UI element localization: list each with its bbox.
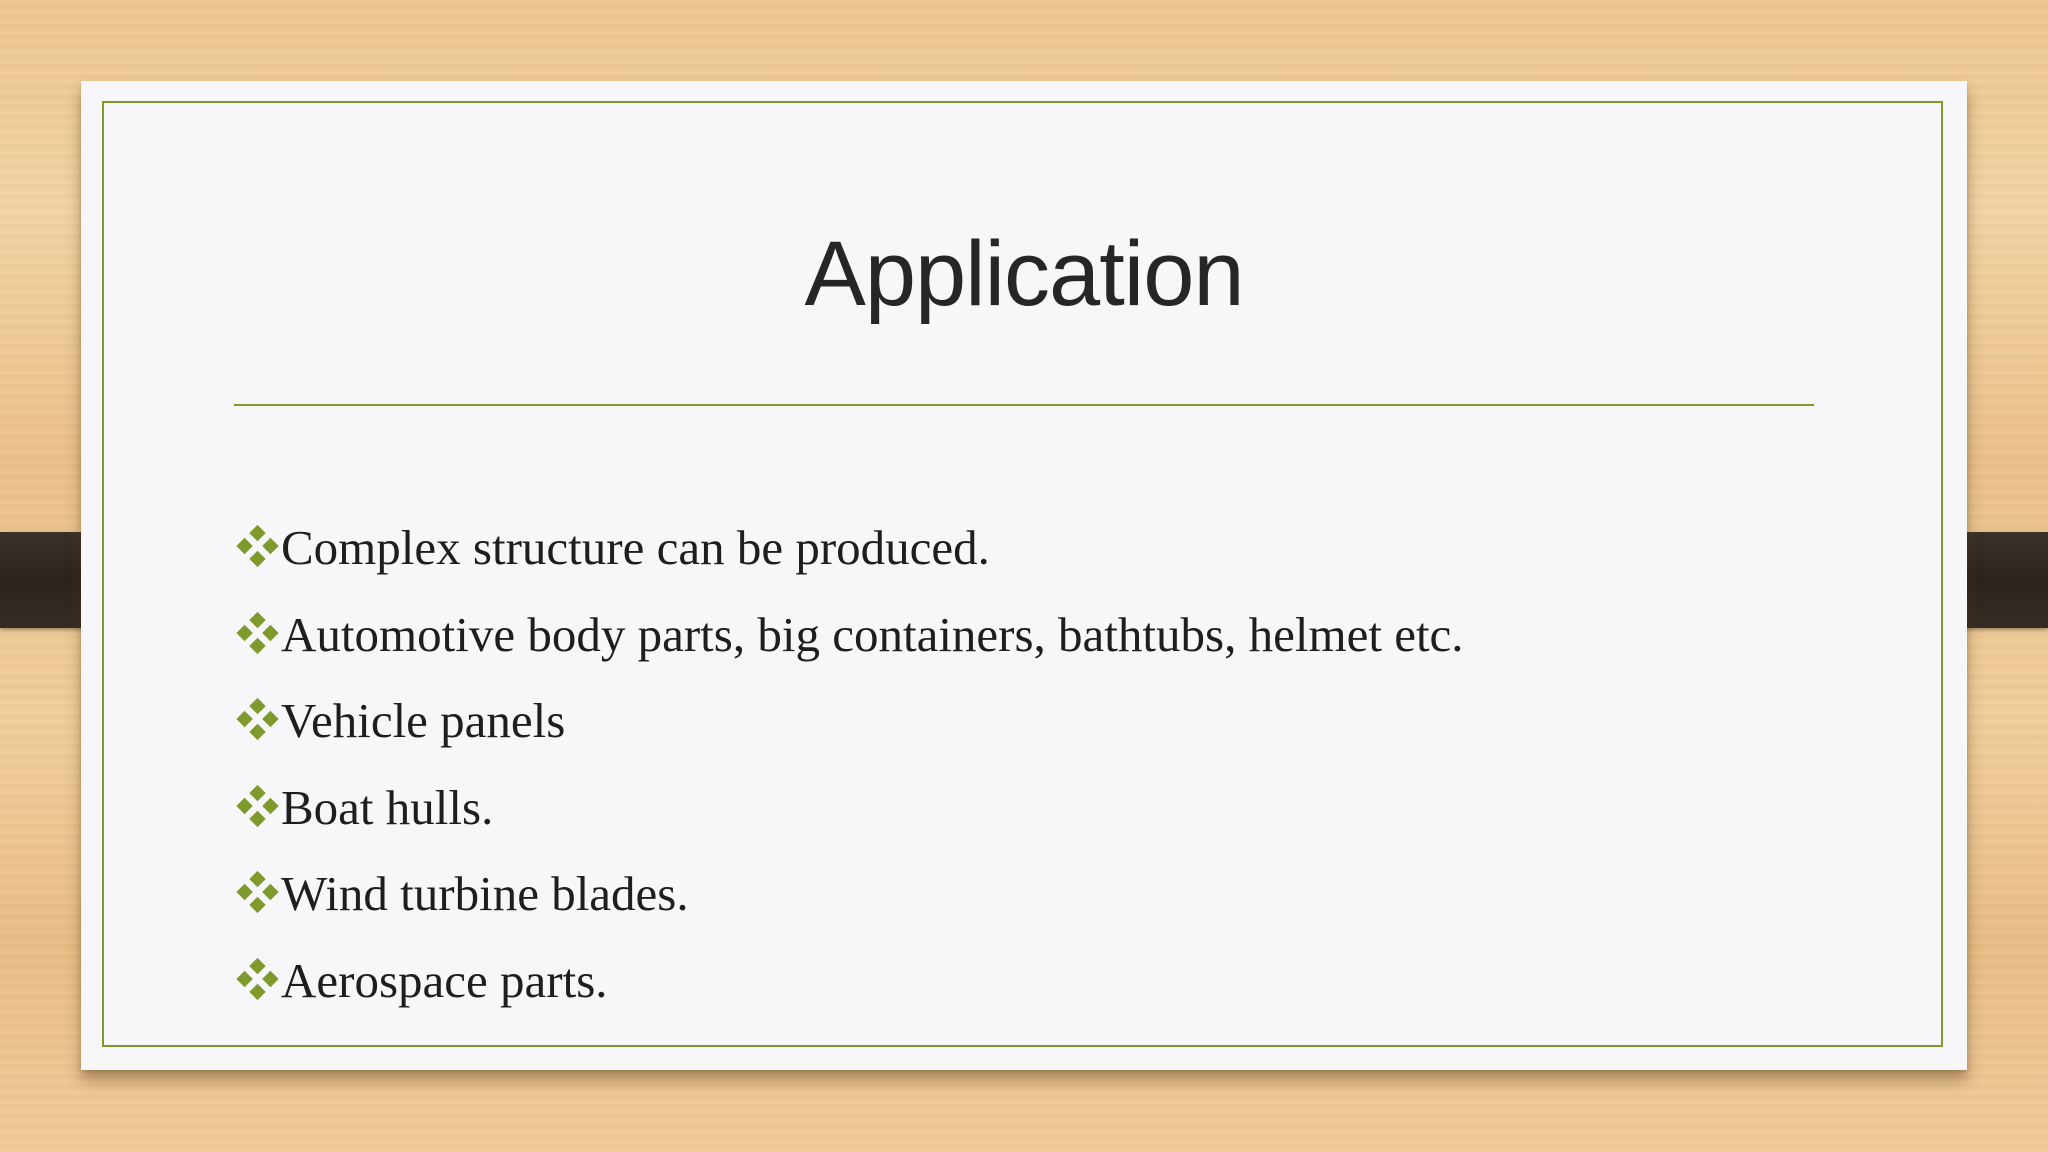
bullet-text: Wind turbine blades. [281, 866, 689, 921]
four-diamond-bullet-icon [234, 954, 281, 1004]
slide-title: Application [804, 223, 1244, 325]
list-item [234, 859, 1464, 946]
four-diamond-bullet-icon [234, 608, 281, 658]
bullet-text: Boat hulls. [281, 779, 494, 835]
four-diamond-bullet-icon [234, 694, 281, 744]
four-diamond-bullet-icon [234, 867, 281, 917]
slide-card [81, 81, 1967, 1070]
bullet-text: Aerospace parts. [281, 952, 608, 1008]
list-item [234, 946, 1464, 1033]
four-diamond-bullet-icon [234, 521, 281, 571]
bullet-list [234, 513, 1464, 1032]
bullet-text: Automotive body parts, big containers, bathtubs, helmet etc. [281, 606, 1464, 662]
title-divider [234, 404, 1814, 406]
list-item [234, 773, 1464, 860]
bullet-text: Vehicle panels [281, 693, 566, 748]
list-item [234, 513, 1464, 600]
list-item [234, 686, 1464, 773]
list-item [234, 600, 1464, 687]
four-diamond-bullet-icon [234, 781, 281, 831]
bullet-text: Complex structure can be produced. [281, 520, 990, 575]
